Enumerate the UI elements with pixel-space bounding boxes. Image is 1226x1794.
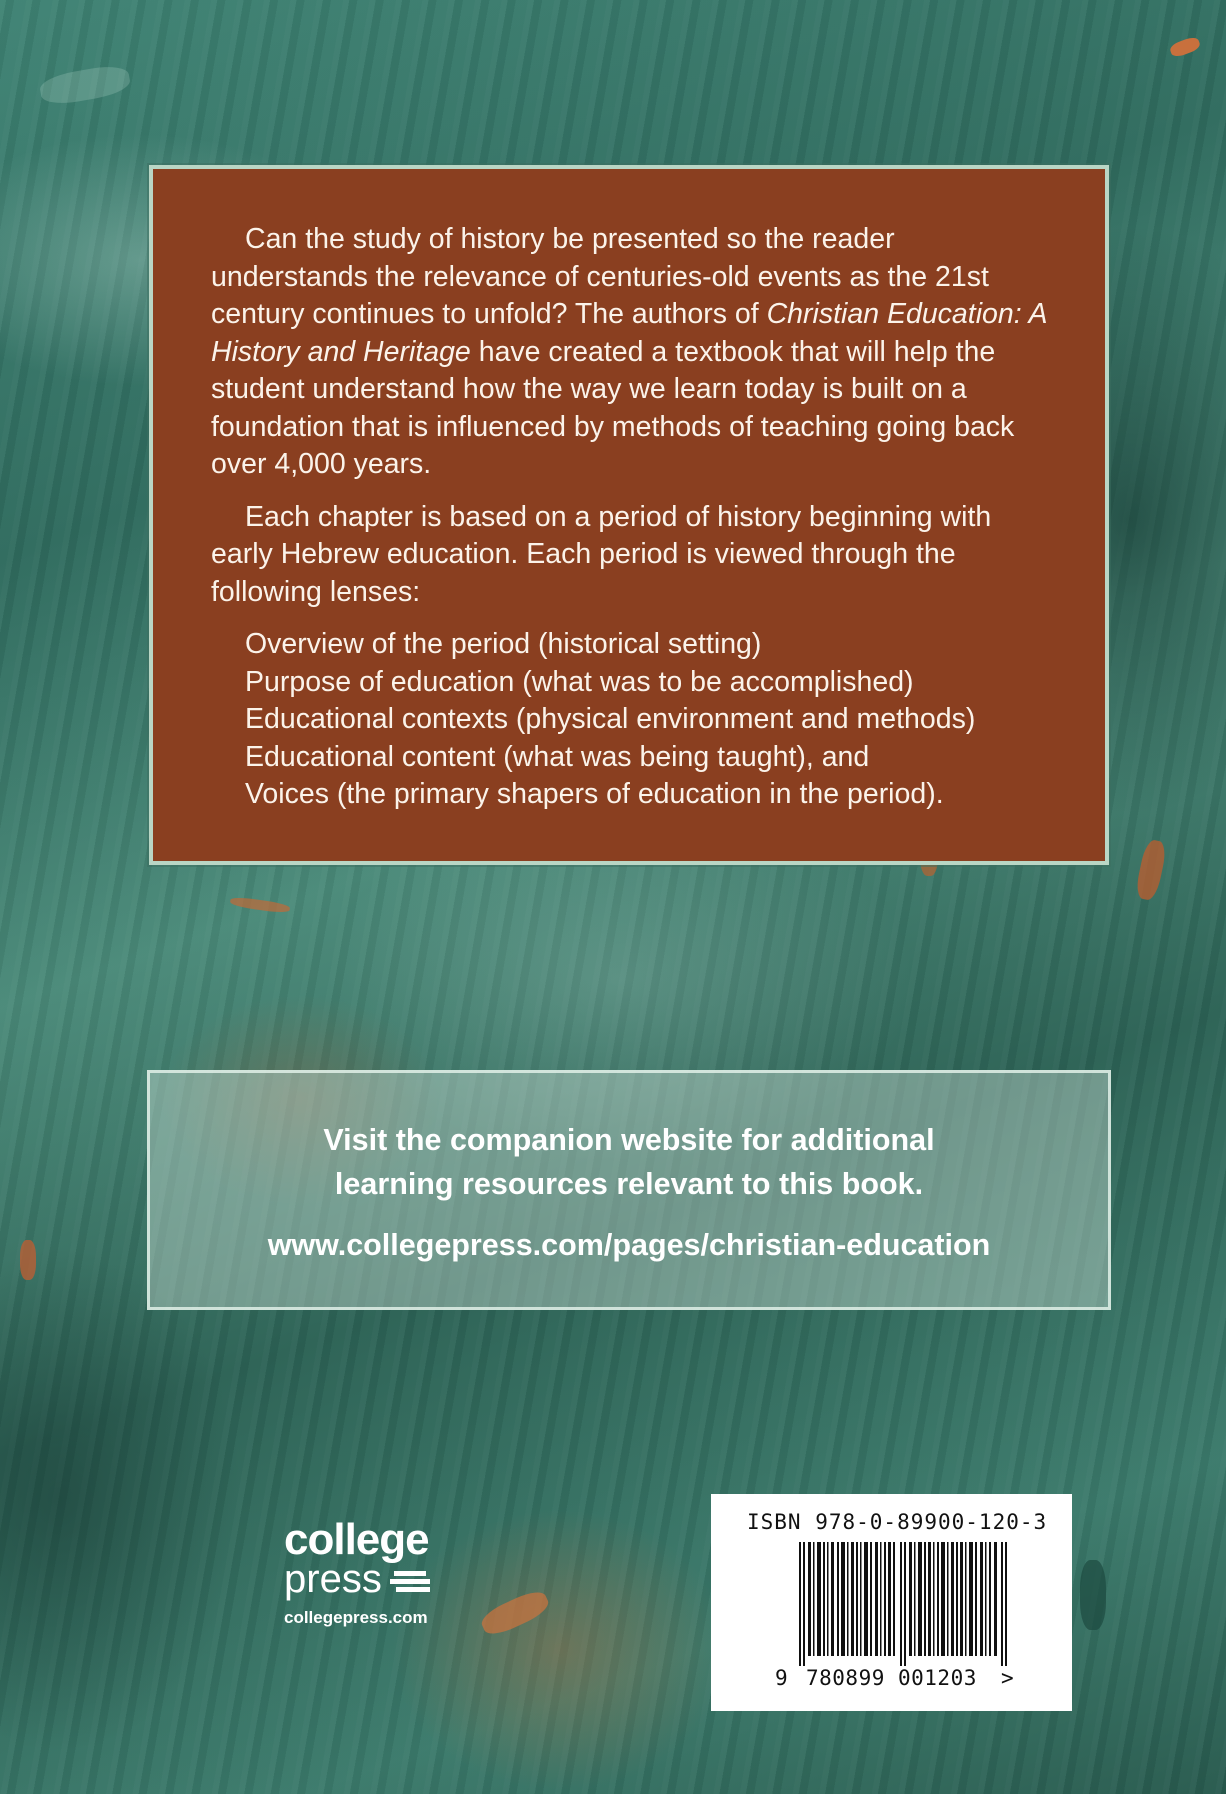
barcode-digits: 780899 001203 <box>806 1666 977 1690</box>
isbn-barcode-block <box>711 1494 1072 1711</box>
lens-item: Educational content (what was being taught), and <box>245 740 870 773</box>
publisher-website: collegepress.com <box>284 1608 428 1627</box>
description-paragraph-1 <box>211 221 1047 484</box>
companion-website-box <box>147 1070 1111 1310</box>
isbn-label: ISBN 978-0-89900-120-3 <box>747 1510 1048 1534</box>
lens-item: Overview of the period (historical setting) <box>245 628 762 660</box>
lens-item: Purpose of education (what was to be accomplished) <box>245 665 914 698</box>
paragraph-text: Can the study of history be presented so the reader understands the relevance of centuries-old events as the 21st century continues to unfold? The authors of <box>211 223 989 330</box>
logo-press-text: press <box>284 1557 382 1601</box>
barcode-lead-digit: 9 <box>775 1666 788 1690</box>
companion-text-line-2: learning resources relevant to this book. <box>334 1167 924 1201</box>
companion-website-link[interactable]: www.collegepress.com/pages/christian-education <box>267 1228 991 1262</box>
barcode <box>799 1542 1011 1666</box>
description-paragraph-2: Each chapter is based on a period of history beginning with early Hebrew education. Each period is viewed through the following lenses: <box>211 500 992 608</box>
logo-college-text: college <box>284 1515 429 1564</box>
description-box <box>149 165 1109 865</box>
lens-list <box>211 626 1047 814</box>
barcode-arrow: > <box>1001 1666 1014 1690</box>
books-icon <box>390 1569 432 1595</box>
book-title: Christian Education: A History and Heritage <box>211 298 1047 368</box>
paragraph-text: have created a textbook that will help the student understand how the way we learn today is built on a foundation that is influenced by methods of teaching going back over 4,000 years. <box>211 335 1015 480</box>
publisher-logo <box>284 1515 432 1628</box>
companion-text-line-1: Visit the companion website for additional <box>323 1123 935 1157</box>
lens-item: Voices (the primary shapers of education in the period). <box>245 778 944 810</box>
lens-item: Educational contexts (physical environment and methods) <box>245 703 976 735</box>
